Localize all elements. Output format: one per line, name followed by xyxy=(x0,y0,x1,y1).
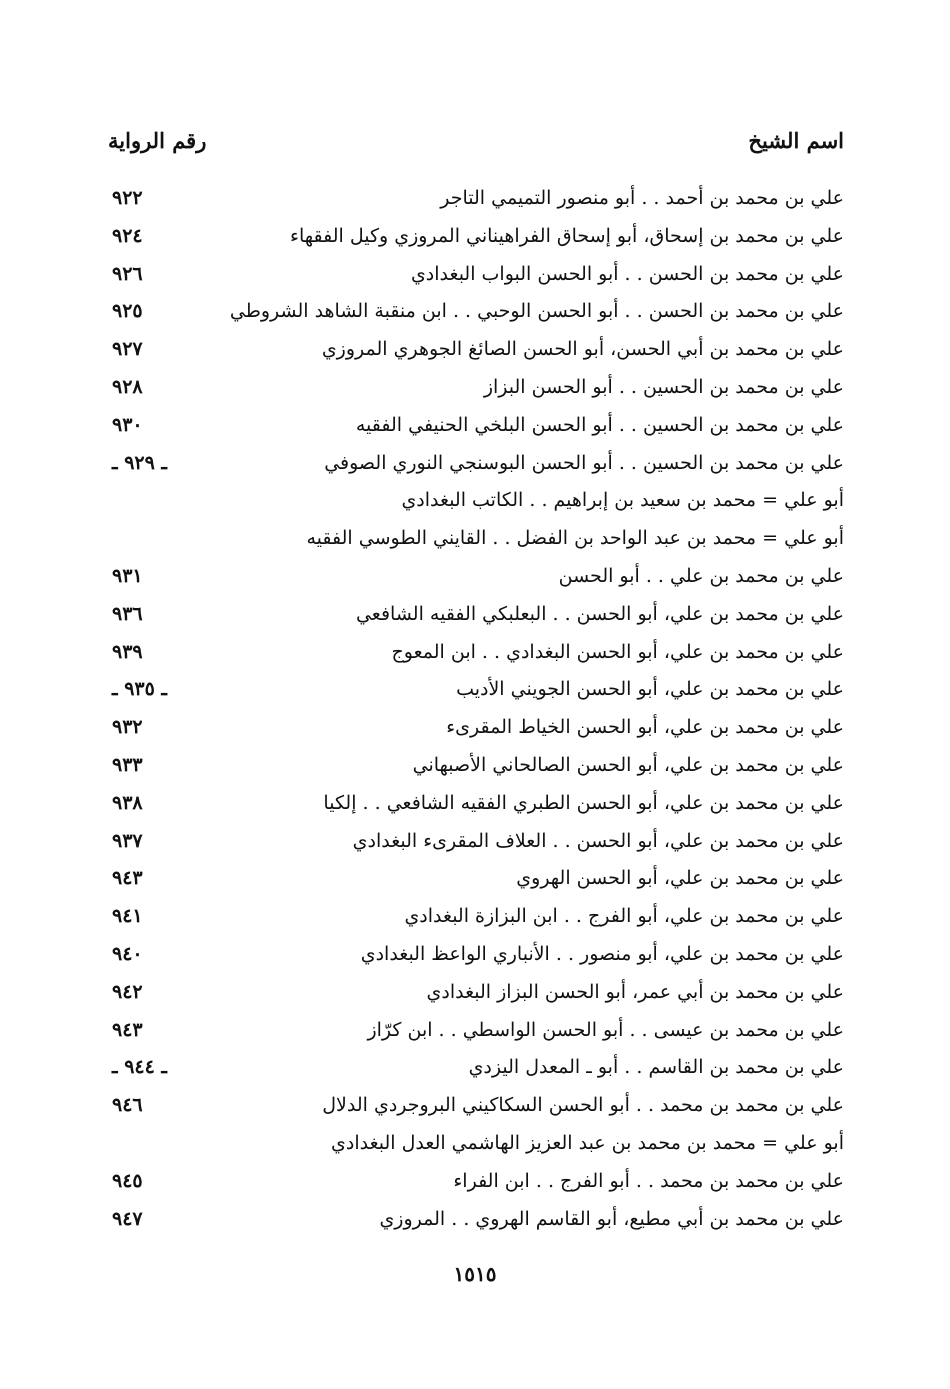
sheikh-name: علي بن محمد بن أبي مطيع، أبو القاسم الهروي . . المروزي xyxy=(379,1207,844,1230)
list-item xyxy=(108,863,844,901)
list-item xyxy=(108,183,844,221)
narration-number: ٩٤١ xyxy=(112,905,143,928)
narration-number: ٩٤٢ xyxy=(112,980,143,1003)
sheikh-name: علي بن محمد بن الحسن . . أبو الحسن الوحبي . . ابن منقبة الشاهد الشروطي xyxy=(229,300,844,323)
sheikh-name: علي بن محمد بن محمد . . أبو الفرج . . ابن الفراء xyxy=(453,1169,844,1192)
sheikh-name: علي بن محمد بن الحسين . . أبو الحسن البوسنجي النوري الصوفي xyxy=(324,451,844,474)
narration-number: ٩٢٢ xyxy=(112,187,143,209)
narration-number: ـ ٩٤٤ ـ xyxy=(112,1056,167,1079)
narration-number: ٩٤٧ xyxy=(112,1207,143,1230)
list-item xyxy=(108,561,844,599)
sheikh-name: علي بن محمد بن علي، أبو الحسن الخياط المقرىء xyxy=(446,716,844,739)
list-item xyxy=(108,259,844,297)
sheikh-name: علي بن محمد بن علي، أبو منصور . . الأنباري الواعظ البغدادي xyxy=(360,942,844,965)
list-item xyxy=(108,788,844,826)
sheikh-name: أبو علي = محمد بن سعيد بن إبراهيم . . الكاتب البغدادي xyxy=(401,489,844,512)
sheikh-name: علي بن محمد بن أبي الحسن، أبو الحسن الصائغ الجوهري المروزي xyxy=(321,338,844,361)
list-item xyxy=(108,1128,844,1166)
list-item xyxy=(108,939,844,977)
list-item xyxy=(108,1166,844,1204)
list-item xyxy=(108,1052,844,1090)
sheikh-name: علي بن محمد بن الحسين . . أبو الحسن البلخي الحنيفي الفقيه xyxy=(355,413,844,436)
header-sheikh-name: اسم الشيخ xyxy=(748,128,844,153)
narration-number: ـ ٩٢٩ ـ xyxy=(112,451,167,474)
sheikh-name: علي بن محمد بن محمد . . أبو الحسن السكاكيني البروجردي الدلال xyxy=(322,1094,844,1117)
narration-number: ٩٢٤ xyxy=(112,224,143,247)
header-narration-number: رقم الرواية xyxy=(108,128,207,153)
narration-number: ٩٤٦ xyxy=(112,1094,143,1117)
narration-number: ٩٣١ xyxy=(112,564,143,587)
sheikh-name: علي بن محمد بن علي، أبو الحسن الصالحاني الأصبهاني xyxy=(412,753,844,776)
list-item xyxy=(108,296,844,334)
list-item xyxy=(108,637,844,675)
list-item xyxy=(108,1204,844,1242)
sheikh-name: علي بن محمد بن أحمد . . أبو منصور التميمي التاجر xyxy=(440,187,844,209)
list-item xyxy=(108,523,844,561)
sheikh-list xyxy=(108,183,844,1241)
list-item xyxy=(108,1015,844,1053)
list-item xyxy=(108,448,844,486)
sheikh-name: علي بن محمد بن علي، أبو الحسن البغدادي . . ابن المعوج xyxy=(391,640,844,663)
list-item xyxy=(108,750,844,788)
list-item xyxy=(108,674,844,712)
list-item xyxy=(108,334,844,372)
narration-number: ٩٢٧ xyxy=(112,338,143,361)
sheikh-name: علي بن محمد بن الحسن . . أبو الحسن البواب البغدادي xyxy=(410,262,844,285)
list-item xyxy=(108,826,844,864)
narration-number: ٩٣٠ xyxy=(112,413,143,436)
sheikh-name: علي بن محمد بن عيسى . . أبو الحسن الواسطي . . ابن كرّاز xyxy=(367,1018,844,1041)
sheikh-name: علي بن محمد بن علي، أبو الحسن . . البعلبكي الفقيه الشافعي xyxy=(355,602,844,625)
narration-number: ٩٣٨ xyxy=(112,791,143,814)
sheikh-name: أبو علي = محمد بن محمد بن عبد العزيز الهاشمي العدل البغدادي xyxy=(331,1131,844,1154)
sheikh-name: علي بن محمد بن علي، أبو الحسن الطبري الفقيه الشافعي . . إلكيا xyxy=(323,791,844,814)
list-item xyxy=(108,977,844,1015)
page-number: ١٥١٥ xyxy=(453,1262,497,1286)
list-item xyxy=(108,712,844,750)
narration-number: ٩٤٣ xyxy=(112,867,143,890)
narration-number: ٩٢٨ xyxy=(112,375,143,398)
sheikh-name: علي بن محمد بن الحسين . . أبو الحسن البزاز xyxy=(483,375,844,398)
narration-number: ـ ٩٣٥ ـ xyxy=(112,678,167,701)
sheikh-name: علي بن محمد بن علي . . أبو الحسن xyxy=(558,564,844,587)
narration-number: ٩٢٥ xyxy=(112,300,143,323)
list-item xyxy=(108,901,844,939)
list-item xyxy=(108,372,844,410)
sheikh-name: علي بن محمد بن علي، أبو الحسن الهروي xyxy=(516,867,844,890)
narration-number: ٩٤٣ xyxy=(112,1018,143,1041)
list-item xyxy=(108,410,844,448)
narration-number: ٩٤٠ xyxy=(112,942,143,965)
list-item xyxy=(108,1090,844,1128)
sheikh-name: أبو علي = محمد بن عبد الواحد بن الفضل . . القايني الطوسي الفقيه xyxy=(306,527,844,550)
list-item xyxy=(108,485,844,523)
sheikh-name: علي بن محمد بن علي، أبو الحسن الجويني الأديب xyxy=(456,678,844,701)
narration-number: ٩٣٢ xyxy=(112,716,143,739)
narration-number: ٩٣٣ xyxy=(112,753,143,776)
narration-number: ٩٣٦ xyxy=(112,602,143,625)
sheikh-name: علي بن محمد بن أبي عمر، أبو الحسن البزاز البغدادي xyxy=(426,980,844,1003)
column-header xyxy=(108,128,844,164)
narration-number: ٩٢٦ xyxy=(112,262,143,285)
narration-number: ٩٤٥ xyxy=(112,1169,143,1192)
sheikh-name: علي بن محمد بن القاسم . . أبو ـ المعدل اليزدي xyxy=(468,1056,844,1079)
sheikh-name: علي بن محمد بن علي، أبو الحسن . . العلاف المقرىء البغدادي xyxy=(352,829,844,852)
list-item xyxy=(108,599,844,637)
sheikh-name: علي بن محمد بن علي، أبو الفرج . . ابن البزازة البغدادي xyxy=(404,905,844,928)
narration-number: ٩٣٩ xyxy=(112,640,143,663)
list-item xyxy=(108,221,844,259)
narration-number: ٩٣٧ xyxy=(112,829,143,852)
sheikh-name: علي بن محمد بن إسحاق، أبو إسحاق الفراهيناني المروزي وكيل الفقهاء xyxy=(290,224,844,247)
